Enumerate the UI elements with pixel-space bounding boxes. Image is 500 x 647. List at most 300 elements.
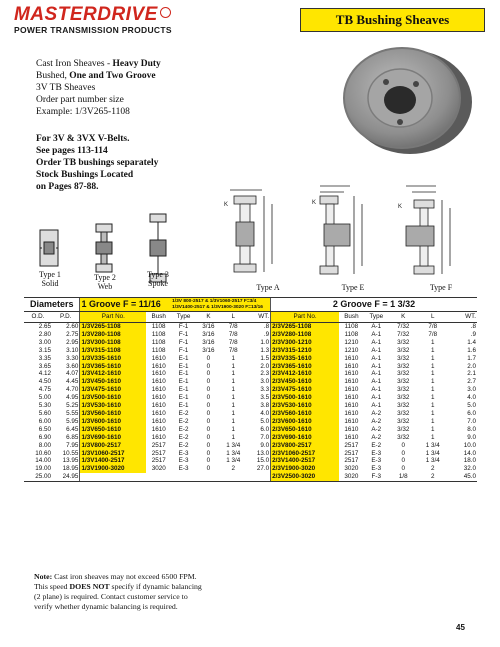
table-cell: 6.0 xyxy=(260,425,270,433)
table-cell: 4.70 xyxy=(66,386,79,394)
table-cell: E-1 xyxy=(178,378,189,386)
table-cell: 1610 xyxy=(344,417,359,425)
table-cell: 2/3V530-1610 xyxy=(271,402,339,410)
table-cell: 3020 xyxy=(151,465,166,473)
sheave-photo xyxy=(330,40,480,155)
table-cell: 4.95 xyxy=(66,394,79,402)
table-cell: 1 xyxy=(231,417,236,425)
table-cell: 2517 xyxy=(151,441,166,449)
table-cell: 0 xyxy=(206,449,211,457)
table-cell: 5.25 xyxy=(66,402,79,410)
table-cell: E-1 xyxy=(178,354,189,362)
desc-line2-bold: One and Two Groove xyxy=(69,71,156,81)
table-cell: 1/3V280-1108 xyxy=(80,331,146,339)
table-cell: 3/32 xyxy=(397,394,410,402)
table-cell: 1 xyxy=(430,425,435,433)
usage-note: See pages 113-114 xyxy=(36,146,108,156)
table-cell: 1 3/4 xyxy=(425,441,440,449)
table-cell: 1210 xyxy=(344,338,359,346)
table-cell: F-1 xyxy=(178,338,189,346)
usage-note: on Pages 87-88. xyxy=(36,182,99,192)
gear-icon xyxy=(160,7,171,18)
table-cell: 0 xyxy=(206,409,211,417)
table-cell: 1 xyxy=(231,425,236,433)
table-cell: 8.0 xyxy=(467,425,476,433)
table-cell: 2/3V690-1610 xyxy=(271,434,339,442)
table-cell: 3/32 xyxy=(397,370,410,378)
table-cell: 1/3V530-1610 xyxy=(80,402,146,410)
table-cell: 1108 xyxy=(151,338,166,346)
table-cell: 1/3V412-1610 xyxy=(80,370,146,378)
table-cell: 1.0 xyxy=(260,338,270,346)
table-cell: 15.0 xyxy=(256,457,270,465)
col-part-no: Part No. xyxy=(80,312,146,323)
table-cell: 1610 xyxy=(344,394,359,402)
table-cell: 4.12 xyxy=(38,370,51,378)
table-cell: 2/3V500-1610 xyxy=(271,394,339,402)
type1-solid-diagram xyxy=(40,230,58,266)
table-cell: A-1 xyxy=(371,402,382,410)
table-cell: 0 xyxy=(206,402,211,410)
type-f-diagram xyxy=(398,186,450,274)
table-cell: E-1 xyxy=(178,362,189,370)
table-cell: 3020 xyxy=(339,473,364,481)
table-cell: 1610 xyxy=(344,386,359,394)
table-cell: 1/3V500-1610 xyxy=(80,394,146,402)
table-row xyxy=(24,450,477,458)
sheave-spec-table xyxy=(24,297,477,482)
table-cell: F-1 xyxy=(178,323,189,330)
table-cell: A-2 xyxy=(371,409,382,417)
col-type-2: Type xyxy=(364,312,389,323)
col-part-no-2: Part No. xyxy=(271,312,339,323)
table-cell: 2/3V1060-2517 xyxy=(271,450,339,458)
table-cell: 1610 xyxy=(344,378,359,386)
table-cell: 1 xyxy=(231,362,236,370)
table-row xyxy=(24,339,477,347)
table-cell: 0 xyxy=(401,449,405,457)
table-cell: 1108 xyxy=(151,323,166,330)
table-cell: 5.30 xyxy=(38,402,51,410)
table-cell xyxy=(80,473,146,481)
table-cell: 2.3 xyxy=(260,370,270,378)
table-cell: 1108 xyxy=(344,330,359,338)
table-cell: 3/32 xyxy=(397,409,410,417)
table-cell: 0 xyxy=(206,378,211,386)
table-cell: 1610 xyxy=(151,417,166,425)
table-cell: 2.7 xyxy=(467,378,476,386)
table-cell: E-2 xyxy=(178,425,189,433)
table-cell: 1/3V800-2517 xyxy=(80,442,146,450)
table-cell: 2517 xyxy=(151,457,166,465)
type2-caption: Type 2 Web xyxy=(94,273,116,291)
table-cell: 19.00 xyxy=(35,465,51,473)
table-cell: 1 xyxy=(231,386,236,394)
type-a-diagram xyxy=(224,190,272,272)
table-cell: 5.00 xyxy=(38,394,51,402)
table-cell: 2/3V412-1610 xyxy=(271,370,339,378)
table-cell xyxy=(221,473,246,481)
table-cell: 3.35 xyxy=(38,354,51,362)
table-cell xyxy=(171,473,196,481)
table-row xyxy=(24,426,477,434)
table-cell: 8.00 xyxy=(38,441,51,449)
table-row xyxy=(24,394,477,402)
table-cell: 18.0 xyxy=(463,457,476,465)
table-cell: E-2 xyxy=(178,433,189,441)
table-cell: 1.6 xyxy=(467,346,476,354)
table-cell: 2 xyxy=(418,473,448,481)
desc-line4: Order part number size xyxy=(36,95,124,105)
table-row xyxy=(24,378,477,386)
page-number: 45 xyxy=(456,623,465,632)
table-cell: A-1 xyxy=(371,354,382,362)
table-cell: A-1 xyxy=(371,330,382,338)
table-cell: 1/3V450-1610 xyxy=(80,378,146,386)
table-row xyxy=(24,418,477,426)
table-cell: 4.45 xyxy=(66,378,79,386)
table-cell: 7/8 xyxy=(228,330,238,338)
col-l: L xyxy=(221,312,246,323)
table-cell: E-1 xyxy=(178,370,189,378)
table-cell: 1 xyxy=(430,370,435,378)
table-cell: 1 xyxy=(430,346,435,354)
table-column-header xyxy=(24,312,477,323)
table-cell: 2/3V1400-2517 xyxy=(271,457,339,465)
type-e-diagram xyxy=(312,186,362,274)
table-cell: 1610 xyxy=(151,402,166,410)
table-cell: 0 xyxy=(206,394,211,402)
table-cell: 3.60 xyxy=(66,362,79,370)
table-cell: 10.60 xyxy=(35,449,51,457)
table-cell: 1.7 xyxy=(467,354,476,362)
table-body xyxy=(24,323,477,482)
table-cell: 2517 xyxy=(344,449,359,457)
table-row xyxy=(24,457,477,465)
table-cell: 0 xyxy=(206,370,211,378)
table-cell: 5.60 xyxy=(38,409,51,417)
table-cell: 1108 xyxy=(344,323,359,330)
table-cell: 3/32 xyxy=(397,433,410,441)
table-cell: 7/8 xyxy=(228,338,238,346)
table-cell: 5.0 xyxy=(260,417,270,425)
table-cell xyxy=(146,473,171,481)
table-cell: 1 3/4 xyxy=(425,457,440,465)
table-cell: 1/3V315-1108 xyxy=(80,347,146,355)
table-cell: 2517 xyxy=(151,449,166,457)
table-row xyxy=(24,473,477,481)
table-cell: 2517 xyxy=(344,457,359,465)
table-cell: 7/8 xyxy=(228,346,238,354)
table-cell: 3.5 xyxy=(260,394,270,402)
col-l-2: L xyxy=(418,312,448,323)
table-cell: 7.0 xyxy=(260,433,270,441)
table-cell: 45.0 xyxy=(448,473,477,481)
table-cell: 1/3V365-1610 xyxy=(80,363,146,371)
table-cell: 2.75 xyxy=(66,330,79,338)
table-cell: E-3 xyxy=(371,457,382,465)
table-cell: E-3 xyxy=(371,449,382,457)
table-cell: 1610 xyxy=(151,409,166,417)
desc-example: Example: 1/3V265-1108 xyxy=(36,107,130,117)
table-cell: A-1 xyxy=(371,338,382,346)
table-cell: 2.1 xyxy=(467,370,476,378)
table-cell: 1 xyxy=(430,362,435,370)
table-cell: 6.50 xyxy=(38,425,51,433)
type2-web-diagram xyxy=(96,224,112,272)
table-cell: E-1 xyxy=(178,386,189,394)
table-cell: 1210 xyxy=(344,346,359,354)
table-cell: 1610 xyxy=(151,394,166,402)
table-cell: 0 xyxy=(206,441,211,449)
table-cell: 3/32 xyxy=(397,346,410,354)
table-cell: 1/8 xyxy=(389,473,418,481)
table-cell: 1108 xyxy=(151,346,166,354)
table-cell: A-2 xyxy=(371,433,382,441)
table-cell: 1 xyxy=(231,378,236,386)
table-cell: 1.4 xyxy=(467,338,476,346)
table-cell: 4.0 xyxy=(467,394,476,402)
table-row xyxy=(24,386,477,394)
table-cell: F-1 xyxy=(178,330,189,338)
table-cell: 6.0 xyxy=(467,409,476,417)
table-cell: 2/3V280-1108 xyxy=(271,331,339,339)
table-cell: E-3 xyxy=(178,457,189,465)
table-cell: 2.0 xyxy=(260,362,270,370)
table-cell: 13.95 xyxy=(62,457,79,465)
table-cell: A-1 xyxy=(371,370,382,378)
table-cell: 0 xyxy=(206,362,211,370)
table-cell: .9 xyxy=(470,330,476,338)
table-cell: 0 xyxy=(206,386,211,394)
table-cell: A-1 xyxy=(371,346,382,354)
footer-note: Note: Cast iron sheaves may not exceed 6500 FPM. This speed DOES NOT specify if dynamic balancing (2 plane) is required. Contact customer service to verify whether dynamic balancing is required. xyxy=(34,572,294,612)
table-cell: 1610 xyxy=(344,433,359,441)
table-cell: 7.0 xyxy=(467,417,476,425)
table-cell: 1 xyxy=(430,417,435,425)
desc-line1: Cast Iron Sheaves - xyxy=(36,59,113,69)
table-row xyxy=(24,410,477,418)
table-cell: 1610 xyxy=(344,402,359,410)
table-cell: E-2 xyxy=(371,441,382,449)
table-cell: 3.0 xyxy=(467,386,476,394)
table-cell: 1 xyxy=(231,402,236,410)
table-cell: 2/3V800-2517 xyxy=(271,442,339,450)
col-wt: WT. xyxy=(246,312,271,323)
table-cell: 14.00 xyxy=(35,457,51,465)
table-cell: 2/3V560-1610 xyxy=(271,410,339,418)
table-cell: 2/3V265-1108 xyxy=(271,323,339,331)
table-cell xyxy=(196,473,221,481)
table-cell: 1 xyxy=(430,338,435,346)
table-cell: 3/32 xyxy=(397,378,410,386)
table-cell: E-1 xyxy=(178,402,189,410)
table-row xyxy=(24,323,477,331)
table-cell: 3/16 xyxy=(202,323,215,330)
table-cell: 5.55 xyxy=(66,409,79,417)
table-cell: 3020 xyxy=(344,465,359,473)
table-cell: 2/3V600-1610 xyxy=(271,418,339,426)
table-cell: E-2 xyxy=(178,441,189,449)
table-row xyxy=(24,402,477,410)
table-cell: 1 3/4 xyxy=(226,457,241,465)
table-cell: 1 xyxy=(231,409,236,417)
table-cell: 1 3/4 xyxy=(226,449,241,457)
table-cell: 3.65 xyxy=(38,362,51,370)
table-cell: 1/3V335-1610 xyxy=(80,355,146,363)
table-cell: 5.95 xyxy=(66,417,79,425)
brand-name: MASTERDRIVE xyxy=(14,4,158,25)
table-cell: A-2 xyxy=(371,425,382,433)
table-cell: 27.0 xyxy=(256,465,270,473)
table-cell: 1/3V1900-3020 xyxy=(80,465,146,473)
table-cell: A-1 xyxy=(371,378,382,386)
table-cell: 1 3/4 xyxy=(226,441,241,449)
table-cell: A-1 xyxy=(371,386,382,394)
brand-logo xyxy=(14,5,214,35)
table-cell: 1610 xyxy=(151,425,166,433)
table-cell: 9.0 xyxy=(260,441,270,449)
table-cell: 0 xyxy=(206,354,211,362)
table-cell: 1610 xyxy=(151,378,166,386)
note-label: Note: xyxy=(34,572,53,581)
table-cell: 3/32 xyxy=(397,402,410,410)
table-cell: 3.00 xyxy=(38,338,51,346)
table-cell: 3/16 xyxy=(202,346,215,354)
table-cell: 1610 xyxy=(344,354,359,362)
table-cell: 2 xyxy=(430,465,435,473)
col-wt-2: WT. xyxy=(448,312,477,323)
table-cell: 0 xyxy=(206,433,211,441)
desc-line2: Bushed, xyxy=(36,71,70,81)
product-description xyxy=(36,58,246,118)
table-cell: 1610 xyxy=(344,409,359,417)
table-cell: 2/3V335-1610 xyxy=(271,355,339,363)
table-cell: 2/3V315-1210 xyxy=(271,347,339,355)
table-cell: E-3 xyxy=(371,465,382,473)
type-e-caption: Type E xyxy=(341,283,365,292)
table-cell: 4.50 xyxy=(38,378,51,386)
table-cell: 1/3V1060-2517 xyxy=(80,450,146,458)
table-cell: 6.85 xyxy=(66,433,79,441)
note-text1: Cast iron sheaves may not exceed 6500 FPM. xyxy=(52,572,197,581)
table-cell: 1/3V600-1610 xyxy=(80,418,146,426)
note-emphasis: DOES NOT xyxy=(69,582,110,591)
table-row xyxy=(24,465,477,473)
table-row xyxy=(24,363,477,371)
table-cell: 1 xyxy=(231,433,236,441)
bushing-type-diagrams xyxy=(220,182,485,292)
table-cell: 2/3V365-1610 xyxy=(271,363,339,371)
col-od: O.D. xyxy=(24,312,52,323)
table-cell: 2/3V475-1610 xyxy=(271,386,339,394)
page-title: TB Bushing Sheaves xyxy=(300,8,485,32)
table-cell: 0 xyxy=(401,441,405,449)
table-cell: 3/16 xyxy=(202,330,215,338)
table-row xyxy=(24,434,477,442)
table-cell: .8 xyxy=(263,323,270,330)
table-row xyxy=(24,370,477,378)
table-cell: 1610 xyxy=(151,362,166,370)
table-cell: 2.60 xyxy=(66,323,79,330)
col-k: K xyxy=(196,312,221,323)
table-cell: 1610 xyxy=(344,370,359,378)
brand-tagline: POWER TRANSMISSION PRODUCTS xyxy=(14,25,172,35)
table-cell: 3/32 xyxy=(397,386,410,394)
type-f-caption: Type F xyxy=(429,283,453,292)
table-cell: 3/32 xyxy=(397,417,410,425)
table-cell: 32.0 xyxy=(463,465,476,473)
table-cell: E-2 xyxy=(178,409,189,417)
table-cell: 1/3V650-1610 xyxy=(80,426,146,434)
table-cell: 13.0 xyxy=(256,449,270,457)
table-cell: 1108 xyxy=(151,330,166,338)
table-cell: 18.95 xyxy=(62,465,79,473)
table-cell: 1/3V300-1108 xyxy=(80,339,146,347)
table-row xyxy=(24,347,477,355)
type-a-caption: Type A xyxy=(256,283,280,292)
table-cell: E-3 xyxy=(178,465,189,473)
table-cell: F-1 xyxy=(178,346,189,354)
usage-note: Order TB bushings separately xyxy=(36,158,159,168)
diameters-header: Diameters xyxy=(24,298,80,312)
table-cell: 1610 xyxy=(151,433,166,441)
table-cell: 3.8 xyxy=(260,402,270,410)
table-cell: 3.0 xyxy=(260,378,270,386)
table-row xyxy=(24,355,477,363)
table-cell: 4.75 xyxy=(38,386,51,394)
table-cell: 3.10 xyxy=(66,346,79,354)
note-text3: (2 plane) is required. Contact customer service to xyxy=(34,592,188,601)
table-cell: 1 xyxy=(231,370,236,378)
table-cell: 2/3V450-1610 xyxy=(271,378,339,386)
table-cell: 1/3V560-1610 xyxy=(80,410,146,418)
table-cell: 10.55 xyxy=(62,449,79,457)
table-cell: 1 xyxy=(430,409,435,417)
table-cell: A-1 xyxy=(371,362,382,370)
group2-header: 2 Groove F = 1 3/32 xyxy=(271,298,477,312)
table-cell: 1.3 xyxy=(260,346,270,354)
note-text4: verify whether dynamic balancing is required. xyxy=(34,602,178,611)
table-cell: E-3 xyxy=(178,449,189,457)
table-cell: 3/32 xyxy=(397,362,410,370)
table-cell: 2/3V1900-3020 xyxy=(271,465,339,473)
table-cell: 10.0 xyxy=(463,441,476,449)
table-cell: 1610 xyxy=(151,370,166,378)
table-cell: 1 xyxy=(430,378,435,386)
table-cell: .9 xyxy=(263,330,270,338)
table-cell: A-1 xyxy=(371,323,382,330)
table-cell: 14.0 xyxy=(463,449,476,457)
type3-caption: Type 3 Spoke xyxy=(147,270,169,288)
table-cell: 1/3V475-1610 xyxy=(80,386,146,394)
table-cell: A-2 xyxy=(371,417,382,425)
table-cell: 6.45 xyxy=(66,425,79,433)
table-group-header xyxy=(24,298,477,312)
table-cell: 2.80 xyxy=(38,330,51,338)
table-cell: 1610 xyxy=(344,425,359,433)
table-cell: 2/3V300-1210 xyxy=(271,339,339,347)
table-cell: 6.00 xyxy=(38,417,51,425)
table-cell: 7/8 xyxy=(428,323,438,330)
table-cell: 7/32 xyxy=(397,330,410,338)
table-cell xyxy=(246,473,271,481)
table-cell: 2 xyxy=(231,465,236,473)
table-cell: 4.07 xyxy=(66,370,79,378)
table-cell: 2.65 xyxy=(38,323,51,330)
table-cell: 1 xyxy=(231,394,236,402)
table-cell: 1610 xyxy=(151,354,166,362)
